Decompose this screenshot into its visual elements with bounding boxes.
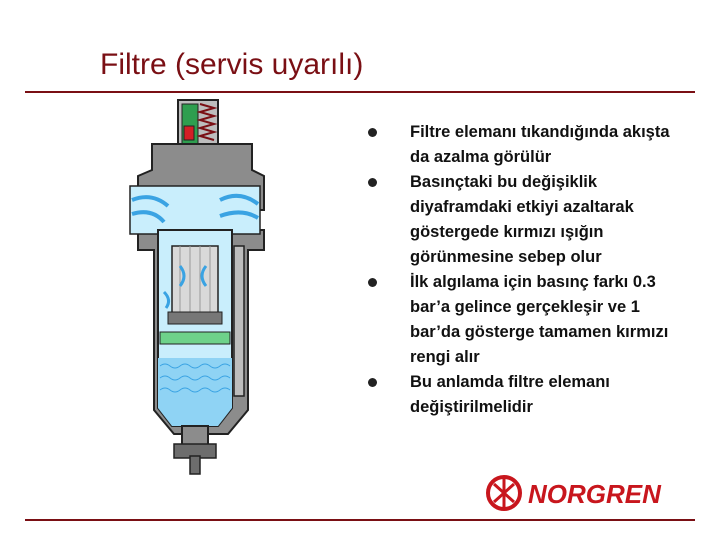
bullet-dot-icon <box>368 178 377 187</box>
bullet-item <box>368 370 688 420</box>
bullet-text: İlk algılama için basınç farkı 0.3 bar’a gelince gerçekleşir ve 1 bar’da gösterge tamamen kırmızı rengi alır <box>410 273 669 366</box>
bullet-text: Bu anlamda filtre elemanı değiştirilmelidir <box>410 373 610 416</box>
slide-title: Filtre (servis uyarılı) <box>100 48 364 81</box>
bullet-item <box>368 170 688 270</box>
filter-cutaway-illustration <box>120 96 270 486</box>
bullet-dot-icon <box>368 378 377 387</box>
bullet-dot-icon <box>368 128 377 137</box>
bullet-item <box>368 270 688 370</box>
title-divider <box>25 91 695 93</box>
footer-divider <box>25 519 695 521</box>
bullet-list <box>368 120 688 420</box>
norgren-logo-icon <box>484 472 696 514</box>
bullet-item <box>368 120 688 170</box>
bullet-text: Filtre elemanı tıkandığında akışta da azalma görülür <box>410 123 670 166</box>
bullet-dot-icon <box>368 278 377 287</box>
bullet-text: Basınçtaki bu değişiklik diyaframdaki etkiyi azaltarak göstergede kırmızı ışığın görünmesine sebep olur <box>410 173 634 266</box>
logo-text: NORGREN <box>528 479 661 509</box>
